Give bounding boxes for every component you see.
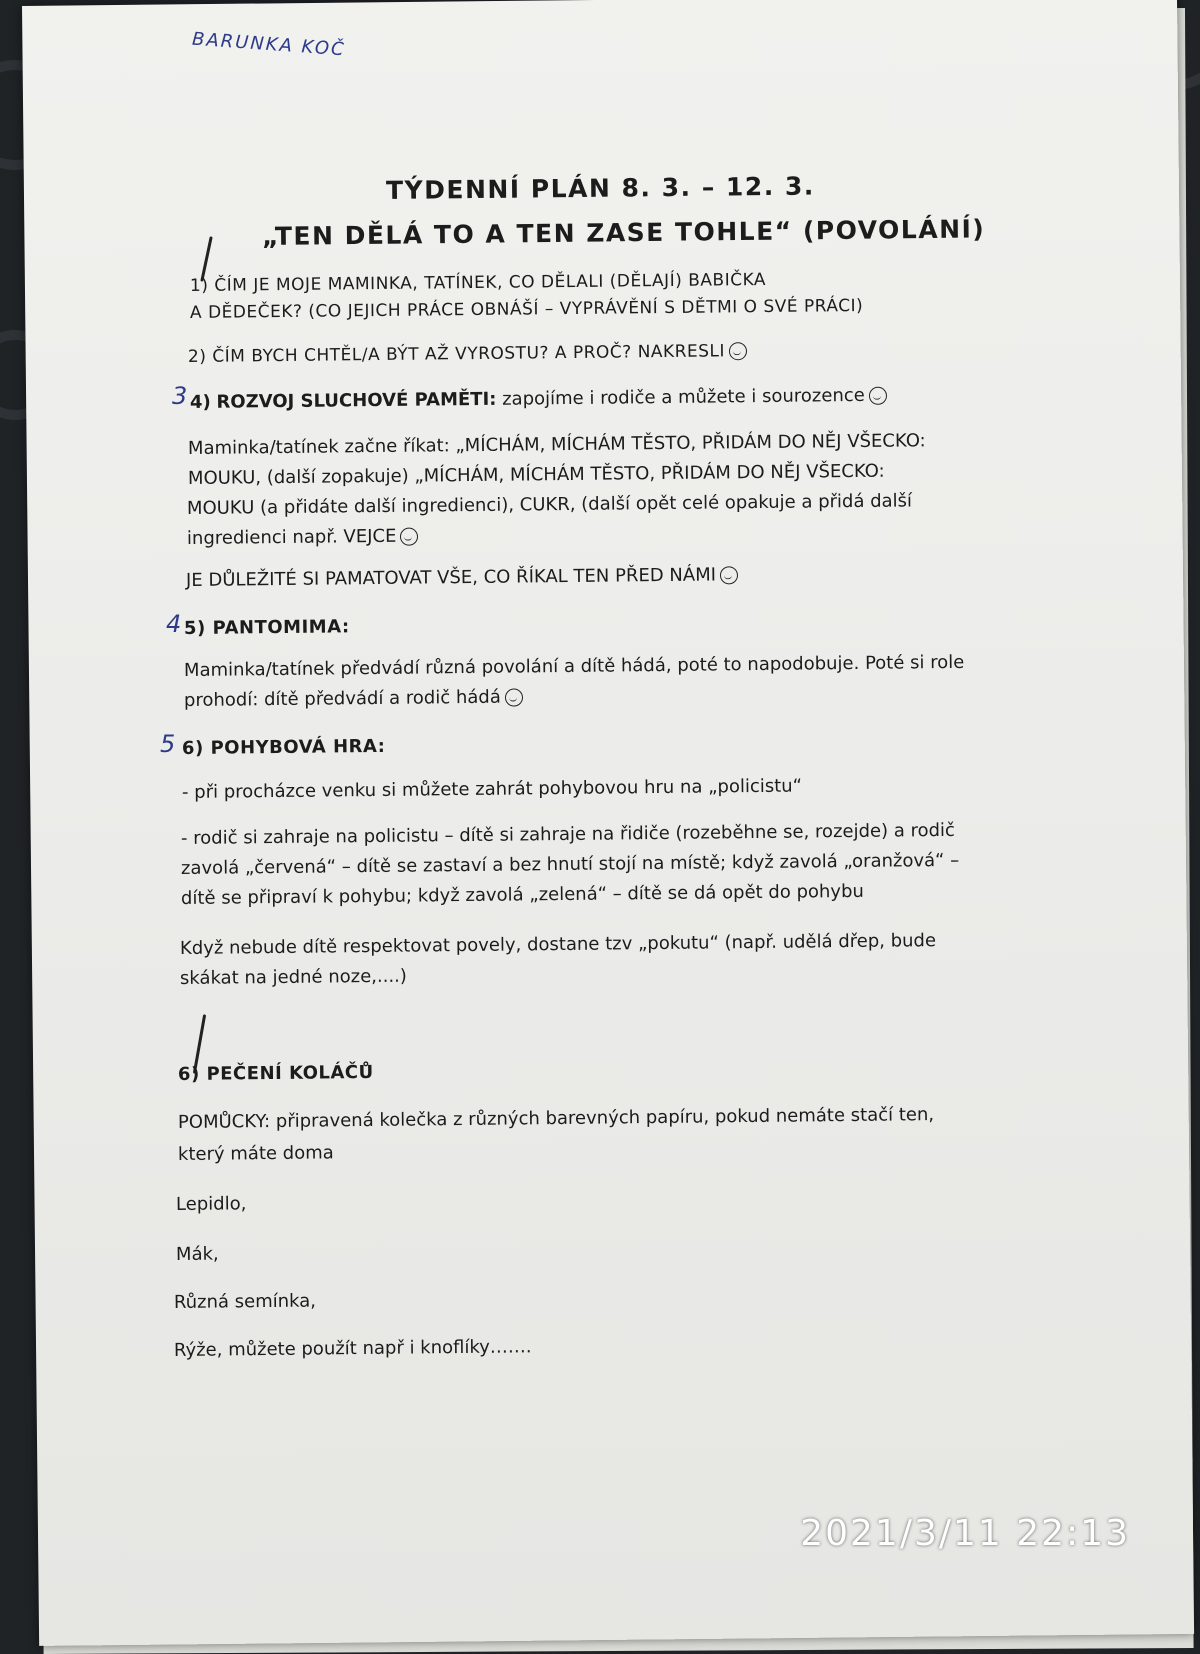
smiley-icon (400, 528, 418, 546)
item-5-line-1: - při procházce venku si můžete zahrát pohybovou hru na „policistu“ (181, 775, 803, 803)
item-3-title: ROZVOJ SLUCHOVÉ PAMĚTI: (216, 388, 497, 413)
smiley-icon (720, 566, 738, 584)
item-6-list-1: Lepidlo, (175, 1193, 247, 1215)
handwritten-number: 5 (160, 730, 178, 758)
item-3-para-line-2: MOUKU, (další zopakuje) „MÍCHÁM, MÍCHÁM TĚSTO, PŘIDÁM DO NĚJ VŠECKO: (187, 460, 885, 489)
smiley-icon (729, 342, 747, 360)
item-4-para-text: prohodí: dítě předvádí a rodič hádá (183, 686, 501, 711)
item-5-line-6: skákat na jedné noze,....) (179, 965, 407, 989)
item-3-para-line-3: MOUKU (a přidáte další ingredienci), CUKR, (další opět celé opakuje a přidá další (186, 490, 913, 519)
page-title: TÝDENNÍ PLÁN 8. 3. – 12. 3. (385, 171, 815, 205)
item-6-list-2: Mák, (175, 1243, 219, 1265)
item-3-para-line-4 (187, 526, 419, 549)
item-4-heading: 5) PANTOMIMA: (183, 616, 350, 639)
item-5-line-2: - rodič si zahraje na policistu – dítě si zahraje na řidiče (rozeběhne se, rozejde) a rodič (180, 819, 955, 849)
item-5-line-4: dítě se připraví k pohybu; když zavolá „zelená“ – dítě se dá opět do pohybu (180, 880, 864, 909)
item-6-line-1: POMŮCKY: připravená kolečka z různých barevných papíru, pokud nemáte stačí ten, (177, 1104, 935, 1133)
item-5-heading: 6) POHYBOVÁ HRA: (181, 735, 386, 759)
item-2-text: 2) ČÍM BYCH CHTĚL/A BÝT AŽ VYROSTU? A PROČ? NAKRESLI (187, 341, 726, 367)
item-1-line-2: A DĚDEČEK? (CO JEJICH PRÁCE OBNÁŠÍ – VYPRÁVĚNÍ S DĚTMI O SVÉ PRÁCI) (189, 295, 864, 323)
item-6-heading: 6) PEČENÍ KOLÁČŮ (177, 1061, 374, 1085)
item-5-line-3: zavolá „červená“ – dítě se zastaví a bez hnutí stojí na místě; když zavolá „oranžová“ – (180, 849, 960, 879)
smiley-icon (505, 688, 523, 706)
item-3-para-line-1: Maminka/tatínek začne říkat: „MÍCHÁM, MÍCHÁM TĚSTO, PŘIDÁM DO NĚJ VŠECKO: (187, 430, 926, 459)
item-5-line-5: Když nebude dítě respektovat povely, dostane tzv „pokutu“ (např. udělá dřep, bude (179, 930, 937, 959)
item-4-para-line-1: Maminka/tatínek předvádí různá povolání a dítě hádá, poté to napodobuje. Poté si role (183, 651, 965, 681)
item-6-list-3: Různá semínka, (173, 1290, 317, 1313)
item-6-list-4: Rýže, můžete použít např i knoflíky……. (173, 1336, 532, 1361)
item-4-para-line-2 (184, 686, 523, 711)
photo-timestamp: 2021/3/11 22:13 (800, 1513, 1130, 1554)
item-1-line-1: 1) ČÍM JE MOJE MAMINKA, TATÍNEK, CO DĚLALI (DĚLAJÍ) BABIČKA (189, 269, 767, 296)
smiley-icon (869, 387, 887, 405)
handwritten-number: 3 (172, 382, 190, 410)
handwritten-name: BARUNKA KOČ (191, 28, 347, 61)
item-3-note-text: JE DŮLEŽITÉ SI PAMATOVAT VŠE, CO ŘÍKAL TEN PŘED NÁMI (185, 564, 717, 591)
item-3-intro: zapojíme i rodiče a můžete i sourozence (502, 384, 865, 410)
item-3-para-text: ingredienci např. VEJCE (186, 525, 397, 549)
item-6-line-2: který máte doma (177, 1142, 334, 1165)
item-3-number: 4) (189, 391, 211, 413)
handwritten-number: 4 (166, 610, 184, 638)
page-subtitle: „TEN DĚLÁ TO A TEN ZASE TOHLE“ (POVOLÁNÍ) (261, 214, 986, 251)
